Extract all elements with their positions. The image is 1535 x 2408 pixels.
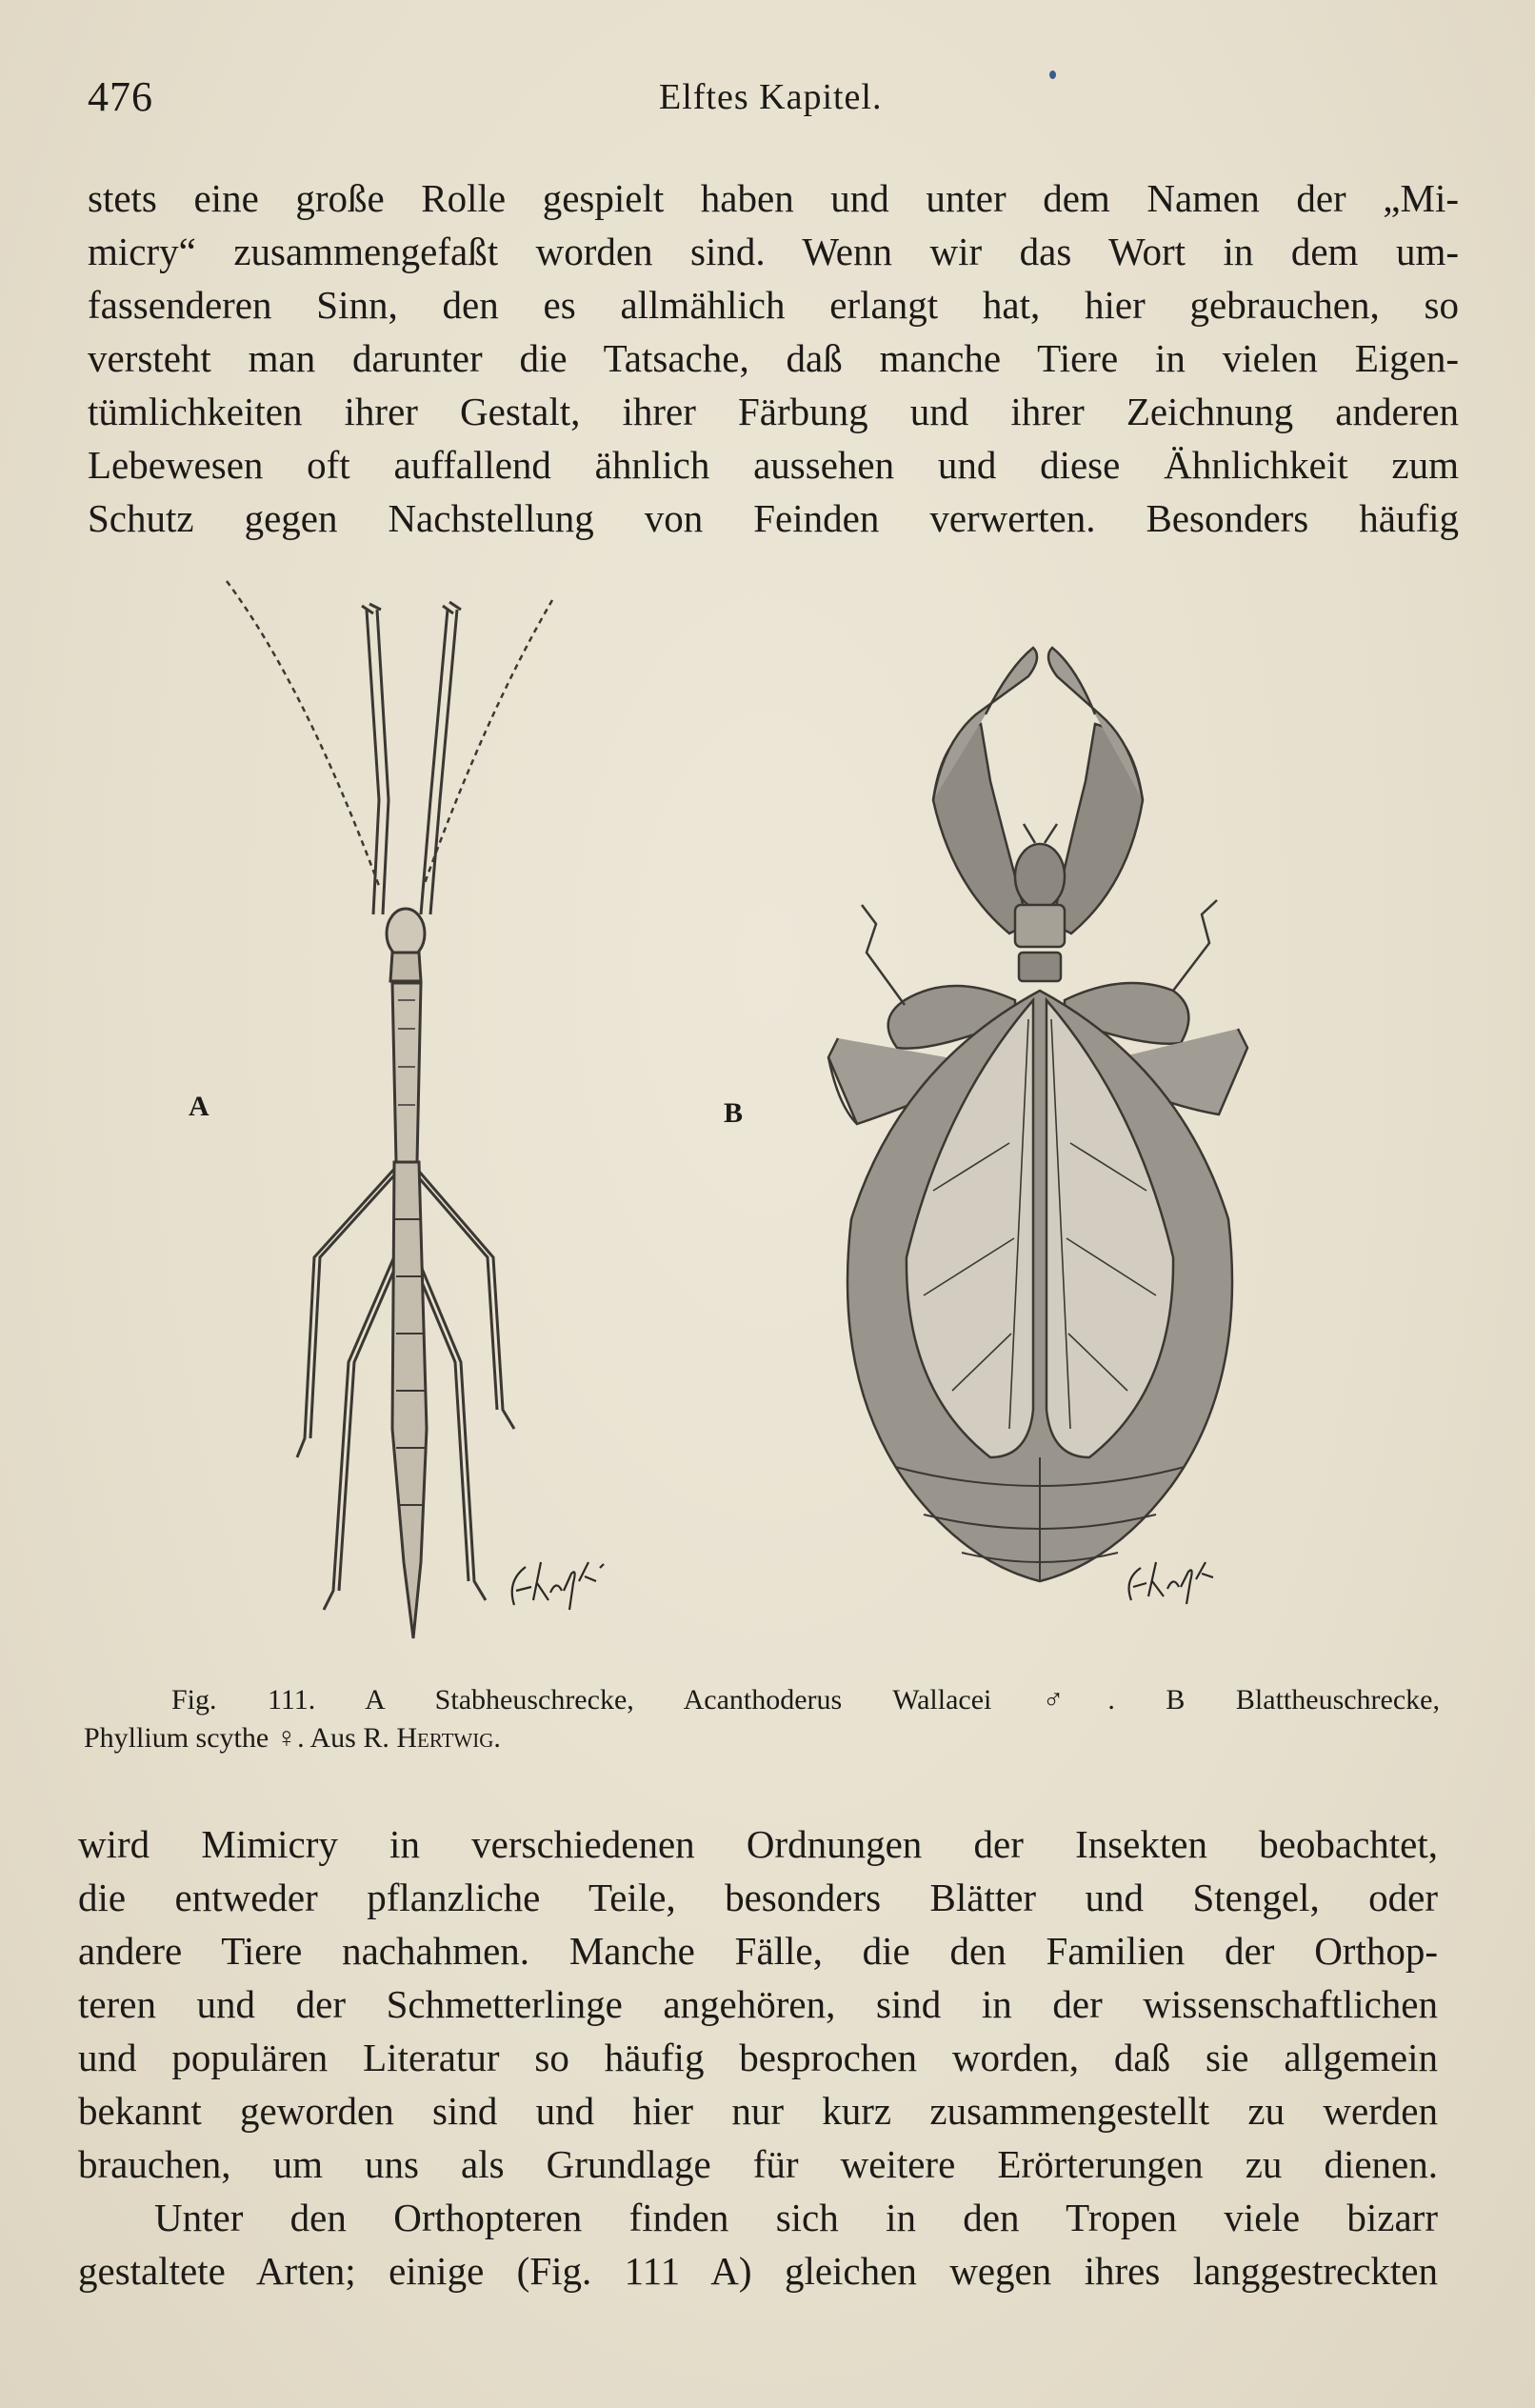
caption-period: .	[493, 1722, 501, 1754]
text-line: teren und der Schmetterlinge angehören, sind in der wissenschaftlichen	[78, 1982, 1438, 2026]
text-line: versteht man darunter die Tatsache, daß manche Tiere in vielen Eigen-	[88, 336, 1459, 380]
text-line: brauchen, um uns als Grundlage für weitere Erörterungen zu dienen.	[78, 2142, 1438, 2186]
text-line: bekannt geworden sind und hier nur kurz zusammengestellt zu werden	[78, 2089, 1438, 2133]
caption-text: Phyllium scythe ♀. Aus R.	[84, 1722, 389, 1754]
text-line: die entweder pflanzliche Teile, besonders Blätter und Stengel, oder	[78, 1876, 1438, 1919]
text-line: Schutz gegen Nachstellung von Feinden verwerten. Besonders häufig	[88, 496, 1459, 540]
ink-speck	[1049, 70, 1056, 79]
leaf-insect-illustration	[828, 648, 1247, 1581]
artist-signature-a	[512, 1562, 604, 1610]
text-line: Unter den Orthopteren finden sich in den Tropen viele bizarr	[154, 2196, 1438, 2239]
panel-label-b: B	[724, 1097, 744, 1129]
text-line: stets eine große Rolle gespielt haben und unter dem Namen der „Mi-	[88, 176, 1459, 220]
caption-line: Fig. 111. A Stabheuschrecke, Acanthoderus Wallacei ♂. B Blattheuschrecke,	[171, 1684, 1440, 1716]
body-text-top	[88, 171, 1459, 545]
text-line: fassenderen Sinn, den es allmählich erlangt hat, hier gebrauchen, so	[88, 283, 1459, 327]
page-number: 476	[88, 73, 153, 120]
figure-caption	[84, 1681, 1440, 1757]
text-line: Lebewesen oft auffallend ähnlich aussehen und diese Ähnlichkeit zum	[88, 443, 1459, 487]
text-line: und populären Literatur so häufig besprochen worden, daß sie allgemein	[78, 2036, 1438, 2079]
page-header	[88, 67, 1459, 124]
running-title: Elftes Kapitel.	[659, 77, 883, 117]
text-line: tümlichkeiten ihrer Gestalt, ihrer Färbung und ihrer Zeichnung anderen	[88, 390, 1459, 433]
panel-label-a: A	[189, 1091, 209, 1122]
caption-line	[84, 1719, 1440, 1757]
insect-illustration	[171, 572, 1390, 1676]
text-line: gestaltete Arten; einige (Fig. 111 A) gleichen wegen ihres langgestreckten	[78, 2249, 1438, 2293]
text-line: wird Mimicry in verschiedenen Ordnungen der Insekten beobachtet,	[78, 1822, 1438, 1866]
caption-author: Hertwig	[396, 1722, 494, 1754]
text-line: micry“ zusammengefaßt worden sind. Wenn wir das Wort in dem um-	[88, 230, 1459, 273]
artist-signature-b	[1129, 1562, 1213, 1604]
figure-111	[171, 572, 1390, 1676]
body-text-bottom	[78, 1817, 1438, 2298]
text-line: andere Tiere nachahmen. Manche Fälle, die den Familien der Orthop-	[78, 1929, 1438, 1973]
stick-insect-illustration	[227, 581, 552, 1638]
